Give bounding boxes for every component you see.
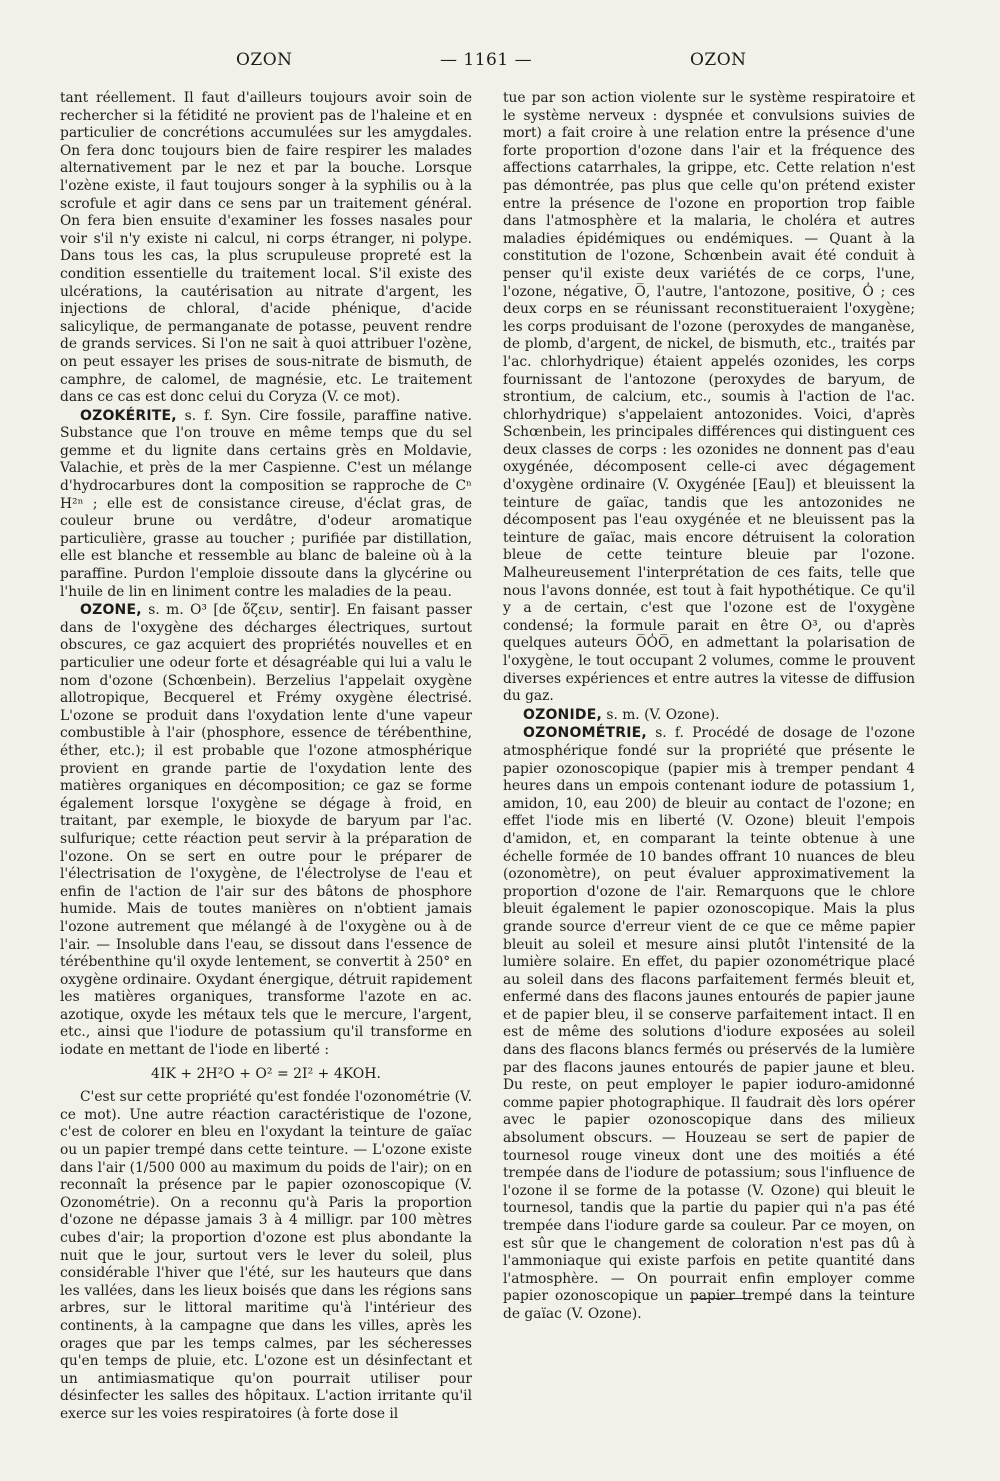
definition-ozokerite: s. f. Syn. Cire fossile, paraffine native. Substance que l'on trouve en même temps que du sel gemme et du lignite dans certains grès en Moldavie, Valachie, et près de la mer Caspienne. C'est un mélange d'hydrocarbures dont la composition se rapproche de Cⁿ H²ⁿ ; elle est de consistance cireuse, d'éclat gras, de couleur brune ou verdâtre, d'odeur aromatique particulière, grasse au toucher ; purifiée par distillation, elle est blanche et ressemble au blanc de baleine où à la paraffine. Purdon l'emploie dissoute dans la glycérine ou l'huile de lin en liniment contre les maladies de la peau. xyxy=(60,407,472,600)
entry-ozone xyxy=(60,602,472,1059)
ozone-paragraph-2: C'est sur cette propriété qu'est fondée l'ozonométrie (V. ce mot). Une autre réaction caractéristique de l'ozone, c'est de colorer en bleu en l'oxydant la teinture de gaïac ou un papier trempé dans cette teinture. — L'ozone existe dans l'air (1/500 000 au maximum du poids de l'air); on en reconnaît la présence par le papier ozonoscopique (V. Ozonométrie). On a reconnu qu'à Paris la proportion d'ozone ne dépasse jamais 3 à 4 milligr. par 100 mètres cubes d'air; la proportion d'ozone est plus abondante la nuit que le jour, surtout vers le lever du soleil, plus considérable l'hiver que l'été, sur les hauteurs que dans les vallées, dans les lieux boisés que dans les régions sans arbres, sur le littoral maritime qu'à l'intérieur des continents, à la campagne que dans les villes, après les orages que par les temps calmes, par les sécheresses qu'en temps de pluie, etc. L'ozone est un désinfectant et un antimiasmatique qu'on pourrait utiliser pour désinfecter les salles des hôpitaux. L'action irritante qu'il exerce sur les voies respiratoires (à forte dose il xyxy=(60,1089,472,1422)
entry-ozonide xyxy=(503,707,915,725)
headword-ozokerite: OZOKÉRITE, xyxy=(80,407,177,424)
definition-ozone: s. m. O³ [de ὄζειν, sentir]. En faisant passer dans de l'oxygène des décharges électriques, surtout obscures, ce gaz acquiert des propriétés nouvelles et en particulier une odeur forte et désagréable qui lui a valu le nom d'ozone (Schœnbein). Berzelius l'appelait oxygène allotropique, Becquerel et Frémy oxygène électrisé. L'ozone se produit dans l'oxydation lente d'une vapeur combustible à l'air (phosphore, essence de térébenthine, éther, etc.); il est probable que l'ozone atmosphérique provient en grande partie de l'oxydation lente des matières organiques en décomposition; ce gaz se forme également lorsque l'oxygène se dégage à froid, en traitant, par exemple, le bioxyde de baryum par l'ac. sulfurique; cette réaction peut servir à la préparation de l'ozone. On se sert en outre pour le préparer de l'électrisation de l'oxygène, de l'électrolyse de l'eau et enfin de l'action de l'air sur des bâtons de phosphore humide. Mais de toutes manières on n'obtient jamais l'ozone autrement que mélangé à de l'oxygène ou à de l'air. — Insoluble dans l'eau, se dissout dans l'essence de térébenthine qu'il oxyde lentement, se convertit à 250° en oxygène ordinaire. Oxydant énergique, détruit rapidement les matières organiques, transforme l'azote en ac. azotique, oxyde les métaux tels que le mercure, l'argent, etc., ainsi que l'iodure de potassium qu'il transforme en iodate en mettant de l'iode en liberté : xyxy=(60,602,472,1059)
entry-ozokerite xyxy=(60,408,472,602)
running-head-right: OZON xyxy=(690,50,747,70)
ozone-continuation: tue par son action violente sur le système respiratoire et le système nerveux : dyspnée et convulsions suivies de mort) a fait croire à une relation entre la présence d'une forte proportion d'ozone dans l'air et la fréquence des affections catarrhales, la grippe, etc. Cette relation n'est pas démontrée, pas plus que celle qu'on prétend exister entre la présence de l'ozone en proportion trop faible dans l'atmosphère et la malaria, le choléra et autres maladies épidémiques ou endémiques. — Quant à la constitution de l'ozone, Schœnbein avait été conduit à penser qu'il existe deux variétés de ce corps, l'une, l'ozone, négative, O̅, l'autre, l'antozone, positive, O̍ ; ces deux corps en se réunissant reconstitueraient l'oxygène; les corps produisant de l'ozone (peroxydes de manganèse, de plomb, d'argent, de nickel, de bismuth, etc., traités par l'ac. chlorhydrique) étaient appelés ozonides, les corps fournissant de l'antozone (peroxydes de baryum, de strontium, de calcium, etc., soumis à l'action de l'ac. chlorhydrique) s'appelaient antozonides. Voici, d'après Schœnbein, les principales différences qui distinguent ces deux classes de corps : les ozonides ne donnent pas d'eau oxygénée, décomposent celle-ci avec dégagement d'oxygène ordinaire (V. Oxygénée [Eau]) et bleuissent la teinture de gaïac, tandis que les antozonides ne décomposent pas l'eau oxygénée et ne bleuissent pas la teinture de gaïac, mais encore détruisent la coloration bleue de cette teinture bleuie par l'ozone. Malheureusement l'interprétation de ces faits, telle que nous l'avons donnée, est tout à fait hypothétique. Ce qu'il y a de certain, c'est que l'ozone est de l'oxygène condensé; la formule parait en être O³, ou d'après quelques auteurs O̅O̍O̅, en admettant la polarisation de l'oxygène, le tout occupant 2 volumes, comme le prouvent diverses expériences et entre autres la vitesse de diffusion du gaz. xyxy=(503,90,915,705)
entry-ozonometrie xyxy=(503,725,915,1323)
headword-ozonometrie: OZONOMÉTRIE, xyxy=(523,725,647,742)
end-rule xyxy=(690,1298,750,1299)
ozene-continuation: tant réellement. Il faut d'ailleurs toujours avoir soin de rechercher si la fétidité ne provient pas de l'haleine et en particulier de concrétions accumulées sur les amygdales. On fera donc toujours bien de faire respirer les malades alternativement par le nez et par la bouche. Lorsque l'ozène existe, il faut toujours songer à la syphilis ou à la scrofule et agir dans ce sens par un traitement général. On fera bien ensuite d'examiner les fosses nasales pour voir s'il n'y existe ni calcul, ni corps étranger, ni polype. Dans tous les cas, la plus scrupuleuse propreté est la condition essentielle du traitement local. S'il existe des ulcérations, la cautérisation au nitrate d'argent, les injections de chloral, d'acide phénique, d'acide salicylique, de permanganate de potasse, peuvent rendre de grands services. Si l'on ne sait à quoi attribuer l'ozène, on peut essayer les prises de sous-nitrate de bismuth, de camphre, de calomel, de magnésie, etc. Le traitement dans ce cas est donc celui du Coryza (V. ce mot). xyxy=(60,90,472,406)
page-number: — 1161 — xyxy=(440,50,533,70)
headword-ozonide: OZONIDE, xyxy=(523,706,602,723)
definition-ozonide: s. m. (V. Ozone). xyxy=(606,706,720,723)
definition-ozonometrie: s. f. Procédé de dosage de l'ozone atmosphérique fondé sur la propriété que présente le papier ozonoscopique (papier mis à tremper pendant 4 heures dans un empois contenant iodure de potassium 1, amidon, 10, eau 200) de bleuir au contact de l'ozone; en effet l'iode mis en liberté (V. Ozone) bleuit l'empois d'amidon, et, en comparant la teinte obtenue à une échelle formée de 10 bandes offrant 10 nuances de bleu (ozonomètre), on peut évaluer approximativement la proportion d'ozone de l'air. Remarquons que le chlore bleuit également le papier ozonoscopique. Mais la plus grande source d'erreur vient de ce que ce même papier bleuit au soleil et mesure ainsi plutôt l'intensité de la lumière solaire. En effet, du papier ozonométrique placé au soleil dans des flacons parfaitement fermés bleuit et, enfermé dans des flacons jaunes entourés de papier jaune et de papier bleu, il se conserve parfaitement intact. Il en est de même des solutions d'iodure exposées au soleil dans des flacons blancs fermés ou préservés de la lumière par des flacons jaunes entourés de papier jaune et bleu. Du reste, on peut employer le papier ioduro-amidonné comme papier photographique. Il faudrait dès lors opérer avec le papier ozonoscopique dans des milieux absolument obscurs. — Houzeau se sert de papier de tournesol rouge vineux dont une des moitiés a été trempée dans de l'iodure de potassium; sous l'influence de l'ozone il se forme de la potasse (V. Ozone) qui bleuit le tournesol, tandis que la partie du papier qui n'a pas été trempée dans l'iodure garde sa couleur. Par ce moyen, on est sûr que le changement de coloration n'est pas dû à l'ammoniaque qui existe parfois en petite quantité dans l'atmosphère. — On pourrait enfin employer comme papier ozonoscopique un papier trempé dans la teinture de gaïac (V. Ozone). xyxy=(503,725,915,1322)
right-column xyxy=(503,90,915,1324)
chemical-formula: 4IK + 2H²O + O² = 2I² + 4KOH. xyxy=(151,1065,381,1082)
left-column xyxy=(60,90,472,1424)
running-head-left: OZON xyxy=(236,50,293,70)
headword-ozone: OZONE, xyxy=(80,602,142,619)
